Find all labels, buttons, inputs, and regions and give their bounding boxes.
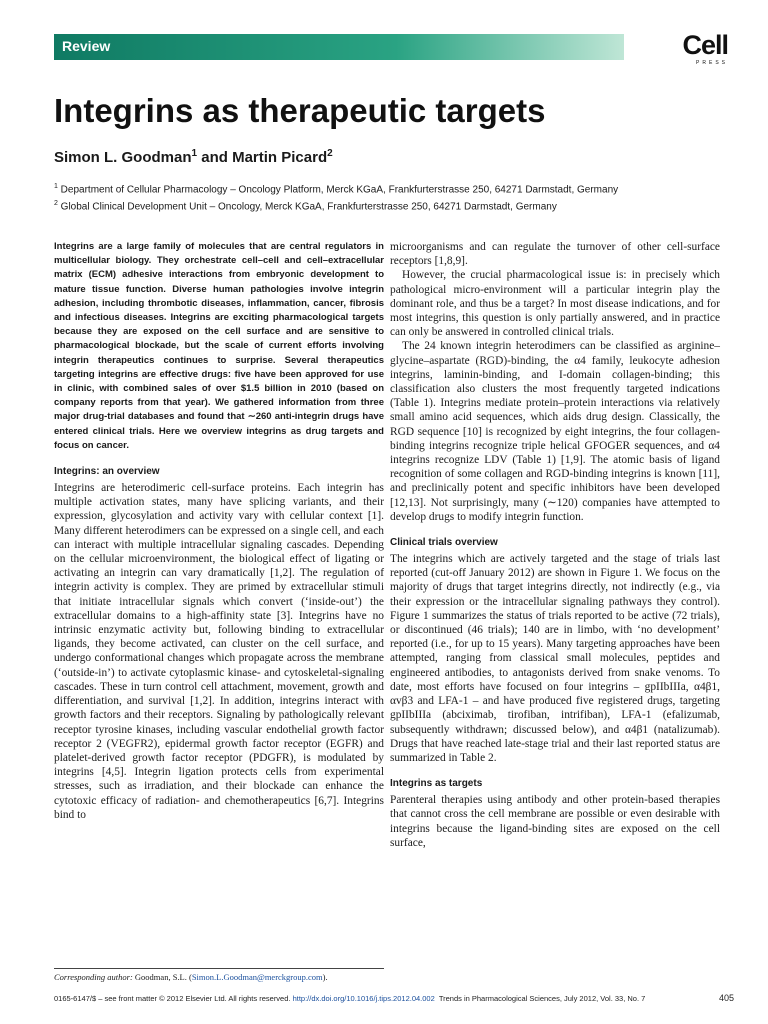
corresponding-author-note: Corresponding author: Goodman, S.L. (Simon.L.Goodman@merckgroup.com).	[54, 968, 384, 983]
journal-citation: Trends in Pharmacological Sciences, July 2012, Vol. 33, No. 7	[434, 994, 646, 1003]
logo-word: Cell	[682, 30, 728, 60]
copyright-line: 0165-6147/$ – see front matter © 2012 Elsevier Ltd. All rights reserved.	[54, 994, 293, 1003]
page-number: 405	[718, 993, 734, 1003]
section-banner	[54, 34, 624, 60]
page-footer	[54, 994, 734, 1003]
right-column	[390, 240, 720, 850]
overview-paragraph: Integrins are heterodimeric cell-surface proteins. Each integrin has multiple activation states, many have splicing variants, and their expression, glycosylation and activity vary with cellular context [1]. Many different heterodimers can be expressed on a single cell, and each can interact with multiple intracellular signaling cascades. Depending on the cellular microenvironment, the biological effect of ligating or activating an integrin can vary dramatically [1,2]. The regulation of integrin activity is complex. They are primed by extracellular stimuli that initiate intracellular signals which convert (‘inside-out’) the extracellular domains to a high-affinity state [3]. Integrins have no intrinsic enzymatic activity but, following binding to extracellular ligands, they become activated, can cluster on the cell surface, and undergo conformational changes which propagate across the membrane (‘outside-in’) to activate cytoplasmic kinase- and cytoskeletal-signaling cascades. These in turn control cell attachment, movement, growth and differentiation, and survival [1,2]. In addition, integrins interact with growth factors and their receptors. Signaling by pathologically relevant receptor tyrosine kinases, including vascular endothelial growth factor receptor 2 (VEGFR2), epidermal growth factor receptor (EGFR) and platelet-derived growth factor receptor (PDGFR), is modulated by integrins [4,5]. Integrin ligation protects cells from experimental stresses, such as irradiation, and their blockade can enhance the cytotoxic efficacy of radiation- and chemotherapeutics [6,7]. Integrins bind to	[54, 482, 384, 821]
section-heading-overview: Integrins: an overview	[54, 466, 160, 478]
affiliation-2: $^2$ Global Clinical Development Unit – Oncology, Merck KGaA, Frankfurterstrasse 250, 64271 Darmstadt, Germany	[54, 200, 557, 213]
section-label: Review	[62, 38, 111, 54]
logo-press: PRESS	[696, 60, 728, 66]
author-1-affil: 1	[191, 148, 198, 159]
author-email-link[interactable]: Simon.L.Goodman@merckgroup.com	[191, 972, 323, 982]
doi-link[interactable]: http://dx.doi.org/10.1016/j.tips.2012.04.002	[292, 994, 435, 1003]
right-paragraph-3: The 24 known integrin heterodimers can be classified as arginine–glycine–aspartate (RGD)-binding, the α4 family, leukocyte adhesion integrins, laminin-binding, and I-domain collagen-binding; this classification also clusters the most frequently targeted indications (Table 1). Integrins mediate protein–protein interactions via relatively small amino acid sequences, which aids drug design. Classically, the RGD sequence [10] is recognized by eight integrins, the four collagen-binding integrins recognize triple helical GFOGER sequences, and α4 integrins recognize LDV (Table 1) [1,9]. The atomic basis of ligand recognition of some collagen and RGD-binding integrins is known [11], and preclinically potent and specific inhibitors have been developed [12,13]. Not surprisingly, many (∼120) companies have attempted to develop drugs to modify integrin function.	[390, 340, 720, 523]
section-heading-targets: Integrins as targets	[390, 778, 483, 790]
spacer	[390, 524, 720, 536]
left-column	[54, 240, 384, 822]
right-paragraph-2: However, the crucial pharmacological issue is: in precisely which pathological micro-environment will a particular integrin play the dominant role, and thus be a target? In most disease indications, and for most integrins, this question is only partially answered, and in practice can only be answered in controlled clinical trials.	[390, 269, 720, 339]
trials-paragraph: The integrins which are actively targeted and the stage of trials last reported (cut-off January 2012) are shown in Figure 1. We focus on the majority of drugs that target integrins directly, not indirectly (e.g., via their expression or the intracellular signaling pathways they control). Figure 1 summarizes the status of trials reported to be active (72 trials), or discontinued (46 trials); 140 are in limbo, with ‘no development’ reported (i.e., for up to 15 years). Many targeting approaches have been attempted, ranging from classical small molecules, peptides and engineered antibodies, to antagonists derived from snake venoms. To date, most efforts have focused on four integrins – gpIIbIIIa, α4β1, αvβ3 and LFA-1 – and have produced five registered drugs, targeting gpIIbIIIa (abciximab, tirofiban, intrifiban), LFA-1 (efalizumab, subsequently withdrawn; discussed below), and α4β1 (natalizumab). Drugs that have reached late-stage trial and their last reported status are summarized in Table 2.	[390, 553, 720, 764]
spacer	[390, 765, 720, 777]
affiliations	[54, 180, 734, 215]
targets-paragraph: Parenteral therapies using antibody and other protein-based therapies that cannot cross the cell membrane are possible or even desirable with integrins because the ligand-binding sites are exposed on the cell surface,	[390, 794, 720, 849]
section-heading-trials: Clinical trials overview	[390, 537, 498, 549]
author-2: Martin Picard	[232, 149, 328, 166]
author-conjunction: and	[197, 149, 233, 166]
footnote-label: Corresponding author:	[54, 972, 133, 982]
author-line	[54, 148, 333, 166]
article-title: Integrins as therapeutic targets	[54, 92, 546, 129]
author-1: Simon L. Goodman	[54, 149, 192, 166]
affiliation-1: $^1$ Department of Cellular Pharmacology – Oncology Platform, Merck KGaA, Frankfurterstrasse 250, 64271 Darmstadt, Germany	[54, 183, 619, 196]
right-paragraph-1: microorganisms and can regulate the turnover of other cell-surface receptors [1,8,9].	[390, 241, 720, 268]
journal-logo	[664, 32, 728, 66]
abstract: Integrins are a large family of molecules that are central regulators in multicellular biology. They orchestrate cell–cell and cell–extracellular matrix (ECM) adhesive interactions from embryonic development to mature tissue function. Diverse human pathologies involve integrin adhesion, including thrombotic diseases, inflammation, cancer, fibrosis and infectious diseases. Integrins are exciting pharmacological targets because they are exposed on the cell surface and are sensitive to pharmacological blockade, but the scale of current efforts involving integrin therapeutics continues to surprise. Several therapeutics targeting integrins are effective drugs: five have been approved for use in clinic, with combined sales of over $1.5 billion in 2010 (based on company reports from that year). We gathered information from three major drug-trial databases and found that ∼260 anti-integrin drugs have entered clinical trials. Here we overview integrins as drug targets and focus on cancer.	[54, 241, 384, 451]
author-2-affil: 2	[327, 148, 333, 159]
